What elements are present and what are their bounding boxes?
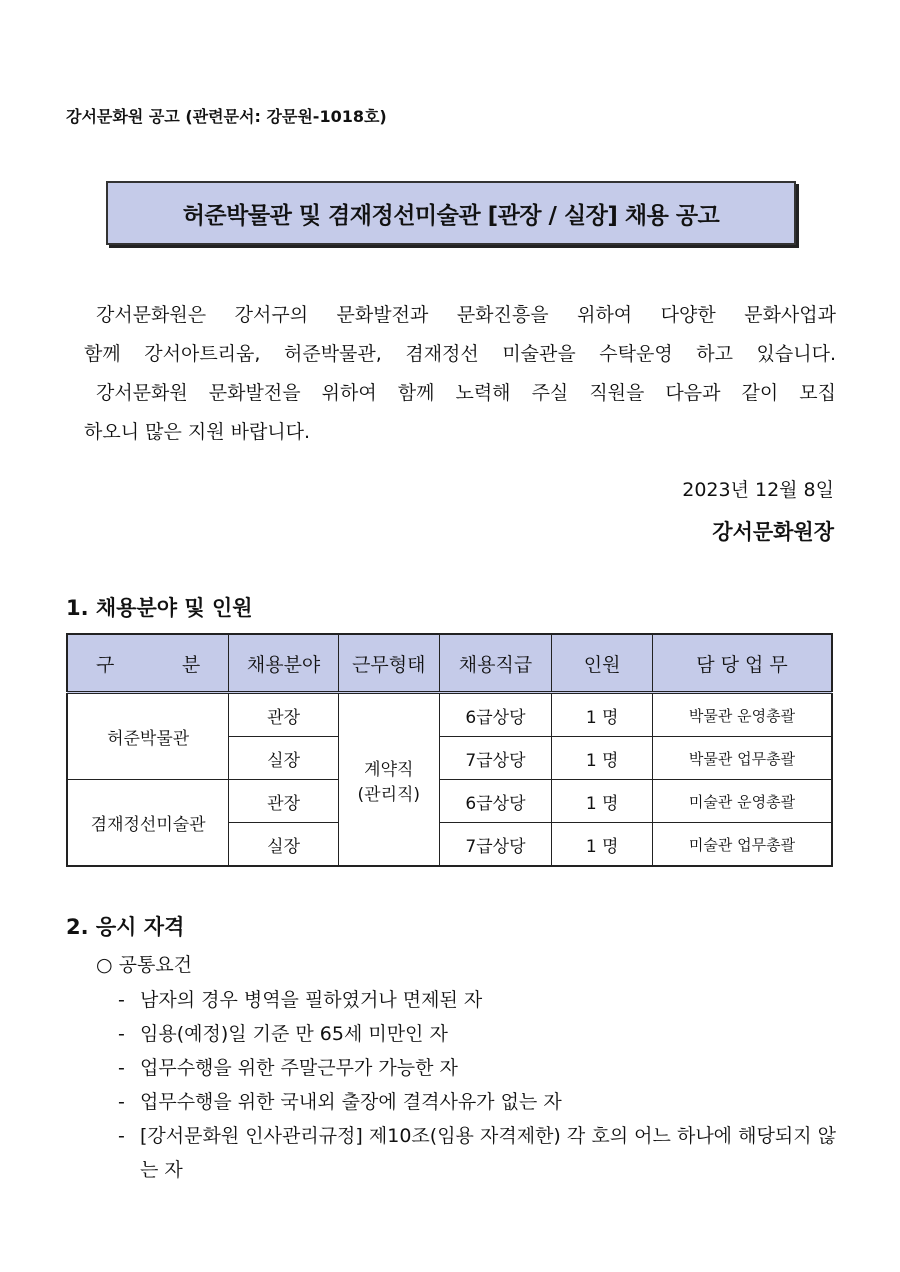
requirements-list: [118, 983, 836, 1187]
org-cell-museum: 허준박물관: [67, 693, 229, 780]
duties-cell: 미술관 업무총괄: [653, 823, 832, 867]
intro-line-4: 하오니 많은 지원 바랍니다.: [84, 421, 311, 443]
table-row: [67, 693, 832, 737]
intro-line-3: 강서문화원 문화발전을 위하여 함께 노력해 주실 직원을 다음과 같이 모집: [96, 382, 836, 404]
table-header-row: [67, 634, 832, 693]
col-duties: 담 당 업 무: [653, 634, 832, 693]
list-item: - 임용(예정)일 기준 만 65세 미만인 자: [118, 1023, 448, 1045]
intro-line-1: 강서문화원은 강서구의 문화발전과 문화진흥을 위하여 다양한 문화사업과: [96, 304, 836, 326]
intro-paragraph: [84, 296, 836, 452]
duties-cell: 박물관 업무총괄: [653, 737, 832, 780]
work-type-cell: 계약직 (관리직): [338, 693, 439, 867]
col-category: 구 분: [67, 634, 229, 693]
count-cell: 1 명: [552, 737, 653, 780]
title-banner: [106, 181, 796, 245]
list-item: - [강서문화원 인사관리규정] 제10조(임용 자격제한) 각 호의 어느 하나에 해당되지 않는 자: [118, 1125, 836, 1181]
col-field: 채용분야: [229, 634, 339, 693]
section-1-heading: 1. 채용분야 및 인원: [66, 596, 253, 620]
reference-line: 강서문화원 공고 (관련문서: 강문원-1018호): [66, 107, 387, 126]
table-row: [67, 780, 832, 823]
announcement-date: 2023년 12월 8일: [682, 479, 834, 501]
org-cell-gallery: 겸재정선미술관: [67, 780, 229, 867]
col-work-type: 근무형태: [338, 634, 439, 693]
grade-cell: 6급상당: [439, 693, 552, 737]
grade-cell: 6급상당: [439, 780, 552, 823]
count-cell: 1 명: [552, 823, 653, 867]
count-cell: 1 명: [552, 693, 653, 737]
field-cell: 실장: [229, 737, 339, 780]
intro-line-2: 함께 강서아트리움, 허준박물관, 겸재정선 미술관을 수탁운영 하고 있습니다.: [84, 343, 836, 365]
field-cell: 관장: [229, 780, 339, 823]
col-count: 인원: [552, 634, 653, 693]
duties-cell: 미술관 운영총괄: [653, 780, 832, 823]
recruitment-table: [66, 633, 833, 867]
grade-cell: 7급상당: [439, 823, 552, 867]
signer: 강서문화원장: [712, 520, 834, 544]
common-requirements-heading: ○ 공통요건: [96, 954, 193, 976]
list-item: - 업무수행을 위한 주말근무가 가능한 자: [118, 1057, 458, 1079]
col-grade: 채용직급: [439, 634, 552, 693]
list-item: - 업무수행을 위한 국내외 출장에 결격사유가 없는 자: [118, 1091, 562, 1113]
field-cell: 실장: [229, 823, 339, 867]
list-item: - 남자의 경우 병역을 필하였거나 면제된 자: [118, 989, 483, 1011]
field-cell: 관장: [229, 693, 339, 737]
section-2-heading: 2. 응시 자격: [66, 915, 185, 939]
grade-cell: 7급상당: [439, 737, 552, 780]
page-title: 허준박물관 및 겸재정선미술관 [관장 / 실장] 채용 공고: [182, 202, 720, 229]
count-cell: 1 명: [552, 780, 653, 823]
duties-cell: 박물관 운영총괄: [653, 693, 832, 737]
